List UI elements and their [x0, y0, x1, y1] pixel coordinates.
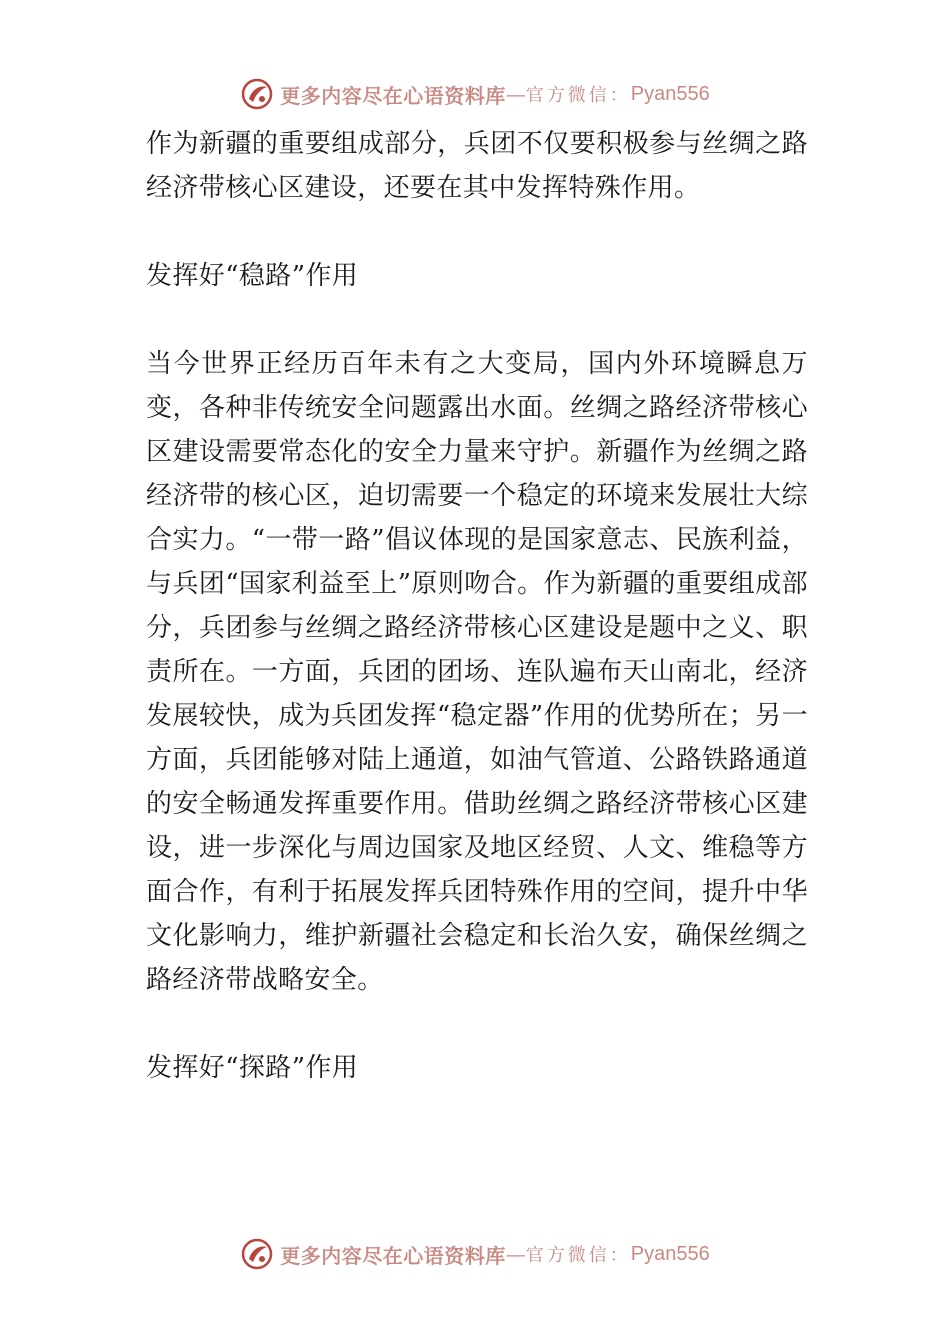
brand-logo-icon [240, 1237, 274, 1271]
header-banner [0, 72, 950, 116]
banner-wechat-id: Pyan556 [630, 1242, 710, 1265]
banner-brand-text: 更多内容尽在心语资料库 [280, 1243, 506, 1268]
document-body [146, 122, 808, 1090]
banner-separator: — [505, 1242, 526, 1266]
banner-wechat-label: 官方微信： [525, 85, 631, 106]
banner-wechat-id: Pyan556 [630, 82, 710, 105]
intro-paragraph: 作为新疆的重要组成部分，兵团不仅要积极参与丝绸之路经济带核心区建设，还要在其中发挥特殊作用。 [146, 129, 808, 203]
body-paragraph: 当今世界正经历百年未有之大变局，国内外环境瞬息万变，各种非传统安全问题露出水面。丝绸之路经济带核心区建设需要常态化的安全力量来守护。新疆作为丝绸之路经济带的核心区，迫切需要一个稳定的环境来发展壮大综合实力。“一带一路”倡议体现的是国家意志、民族利益，与兵团“国家利益至上”原则吻合。作为新疆的重要组成部分，兵团参与丝绸之路经济带核心区建设是题中之义、职责所在。一方面，兵团的团场、连队遍布天山南北，经济发展较快，成为兵团发挥“稳定器”作用的优势所在；另一方面，兵团能够对陆上通道，如油气管道、公路铁路通道的安全畅通发挥重要作用。借助丝绸之路经济带核心区建设，进一步深化与周边国家及地区经贸、人文、维稳等方面合作，有利于拓展发挥兵团特殊作用的空间，提升中华文化影响力，维护新疆社会稳定和长治久安，确保丝绸之路经济带战略安全。 [146, 349, 808, 995]
brand-logo-icon [240, 77, 274, 111]
section-heading-explore: 发挥好“探路”作用 [146, 1053, 359, 1083]
footer-banner [0, 1232, 950, 1276]
banner-wechat-label: 官方微信： [525, 1245, 631, 1266]
section-heading-stabilize: 发挥好“稳路”作用 [146, 261, 359, 291]
banner-separator: — [505, 82, 526, 106]
banner-brand-text: 更多内容尽在心语资料库 [280, 83, 506, 108]
